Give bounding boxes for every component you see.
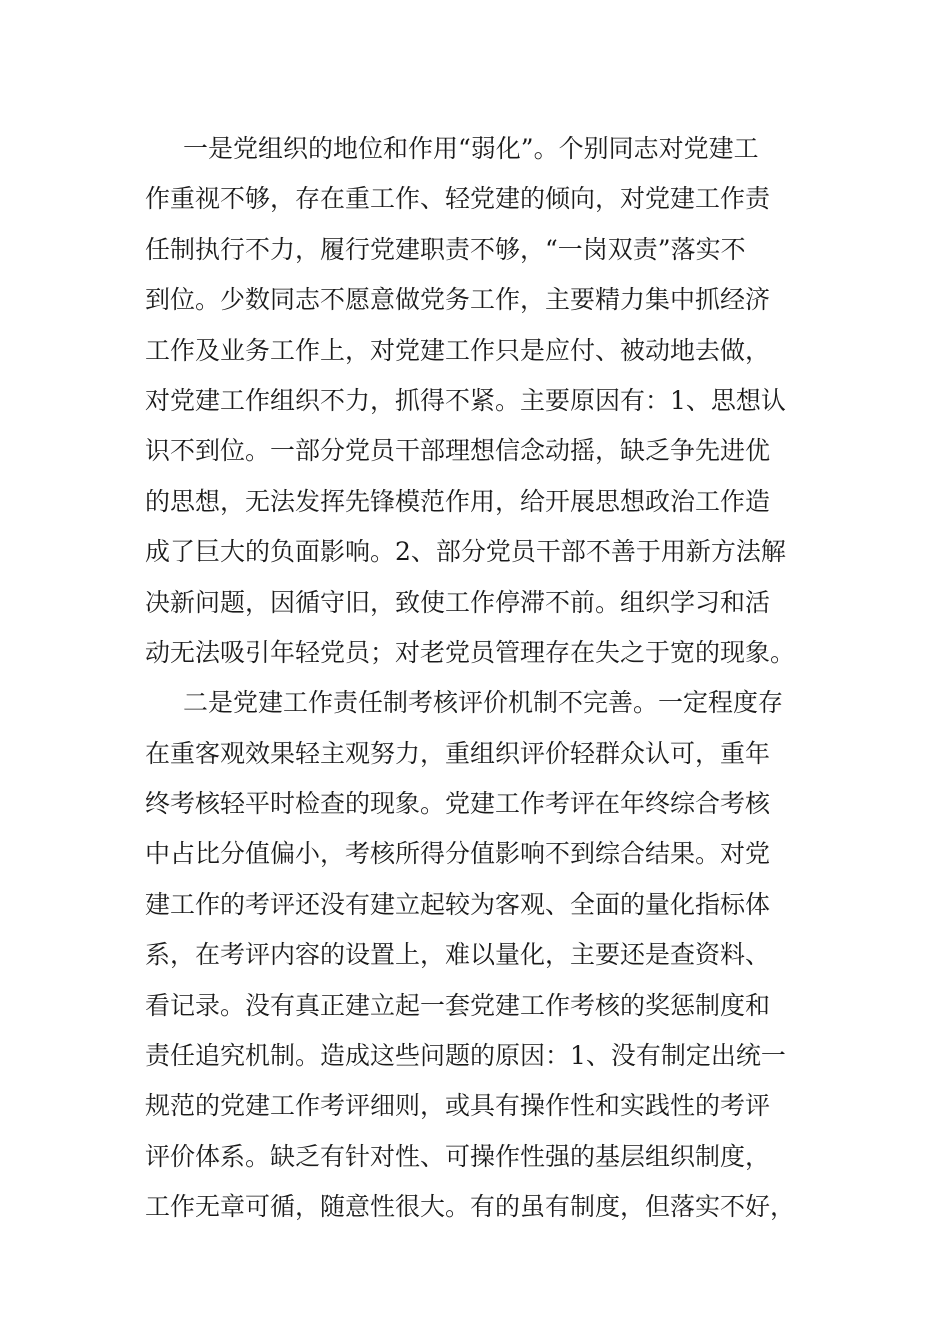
paragraph-1-line-6: 对党建工作组织不力，抓得不紧。主要原因有：1、思想认 bbox=[145, 385, 786, 415]
paragraph-2-line-1: 二是党建工作责任制考核评价机制不完善。一定程度存 bbox=[183, 688, 784, 718]
paragraph-2-line-7: 看记录。没有真正建立起一套党建工作考核的奖惩制度和 bbox=[145, 990, 771, 1020]
paragraph-2-line-2: 在重客观效果轻主观努力，重组织评价轻群众认可，重年 bbox=[145, 738, 771, 768]
paragraph-2-line-6: 系，在考评内容的设置上，难以量化，主要还是查资料、 bbox=[145, 940, 771, 970]
paragraph-2-line-10: 评价体系。缺乏有针对性、可操作性强的基层组织制度， bbox=[145, 1141, 771, 1171]
paragraph-2-line-8: 责任追究机制。造成这些问题的原因：1、没有制定出统一 bbox=[145, 1041, 786, 1071]
body-text bbox=[145, 124, 805, 1233]
paragraph-2-line-11: 工作无章可循，随意性很大。有的虽有制度，但落实不好， bbox=[145, 1192, 796, 1222]
paragraph-1-line-7: 识不到位。一部分党员干部理想信念动摇，缺乏争先进优 bbox=[145, 436, 771, 466]
paragraph-1-line-11: 动无法吸引年轻党员；对老党员管理存在失之于宽的现象。 bbox=[145, 637, 796, 667]
paragraph-1-line-3: 任制执行不力，履行党建职责不够，“一岗双责”落实不 bbox=[145, 234, 746, 264]
paragraph-2-line-3: 终考核轻平时检查的现象。党建工作考评在年终综合考核 bbox=[145, 789, 771, 819]
paragraph-1-line-9: 成了巨大的负面影响。2、部分党员干部不善于用新方法解 bbox=[145, 537, 786, 567]
paragraph-2-line-5: 建工作的考评还没有建立起较为客观、全面的量化指标体 bbox=[145, 889, 771, 919]
paragraph-1-line-2: 作重视不够，存在重工作、轻党建的倾向，对党建工作责 bbox=[145, 184, 771, 214]
paragraph-1-line-4: 到位。少数同志不愿意做党务工作，主要精力集中抓经济 bbox=[145, 285, 771, 315]
paragraph-2-line-4: 中占比分值偏小，考核所得分值影响不到综合结果。对党 bbox=[145, 839, 771, 869]
paragraph-1-line-5: 工作及业务工作上，对党建工作只是应付、被动地去做， bbox=[145, 335, 771, 365]
paragraph-2-line-9: 规范的党建工作考评细则，或具有操作性和实践性的考评 bbox=[145, 1091, 771, 1121]
paragraph-1-line-1: 一是党组织的地位和作用“弱化”。个别同志对党建工 bbox=[183, 134, 759, 163]
paragraph-1-line-8: 的思想，无法发挥先锋模范作用，给开展思想政治工作造 bbox=[145, 486, 771, 516]
paragraph-1-line-10: 决新问题，因循守旧，致使工作停滞不前。组织学习和活 bbox=[145, 587, 771, 617]
